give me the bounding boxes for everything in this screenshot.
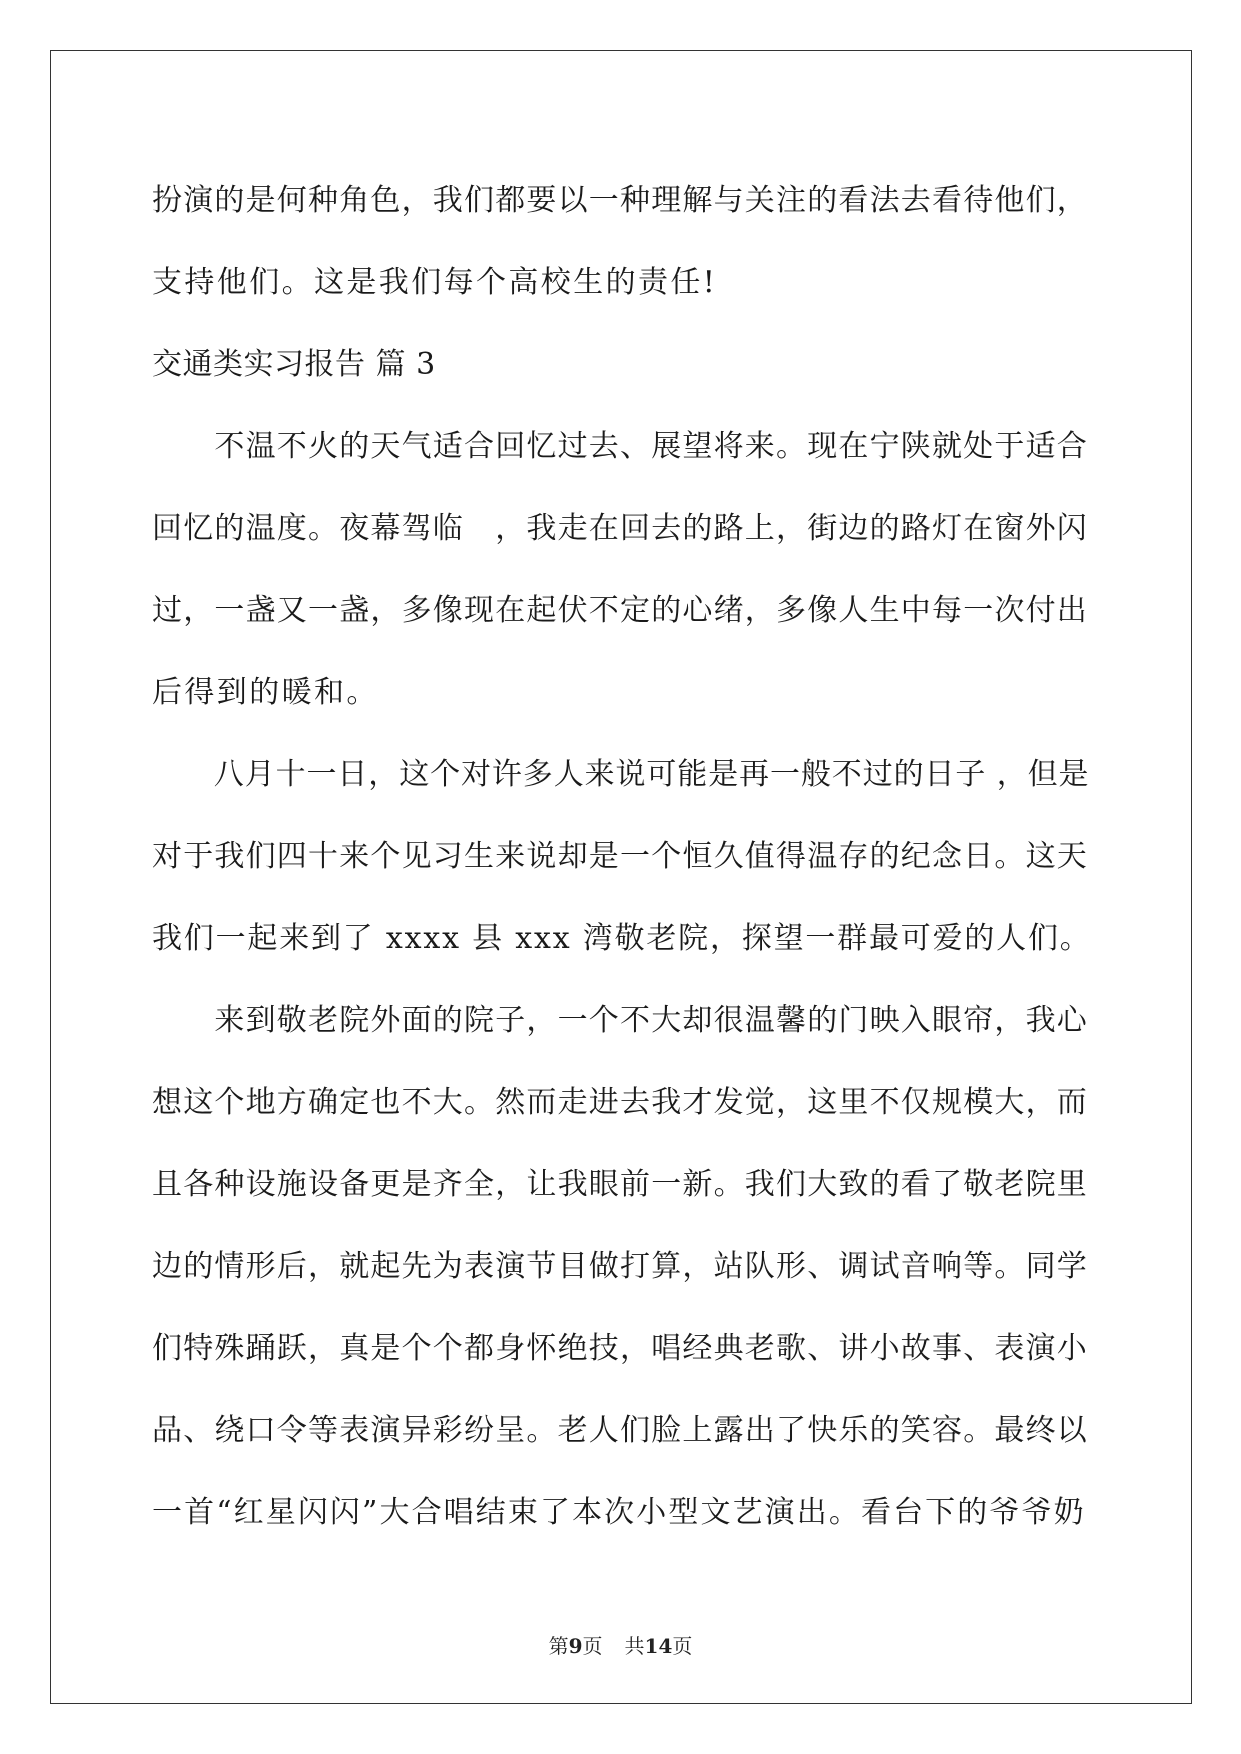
footer-prefix: 第 [548,1634,569,1658]
text-line: 扮演的是何种角色，我们都要以一种理解与关注的看法去看待他们， [152,183,1088,218]
text-line: 八月十一日，这个对许多人来说可能是再一般不过的日子 ，但是 [152,757,1090,792]
text-line: 过，一盏又一盏，多像现在起伏不定的心绪，多像人生中每一次付出 [152,593,1088,628]
text-line: 边的情形后，就起先为表演节目做打算，站队形、调试音响等。同学 [152,1249,1088,1284]
text-line: 回忆的温度。夜幕驾临 ，我走在回去的路上，街边的路灯在窗外闪 [152,511,1088,546]
total-pages-number: 14 [644,1634,673,1658]
text-line: 对于我们四十来个见习生来说却是一个恒久值得温存的纪念日。这天 [152,839,1088,874]
text-line: 且各种设施设备更是齐全，让我眼前一新。我们大致的看了敬老院里 [152,1167,1088,1202]
footer-total-prefix: 共 [624,1634,645,1658]
text-line: 品、绕口令等表演异彩纷呈。老人们脸上露出了快乐的笑容。最终以 [152,1413,1088,1448]
current-page-number: 9 [568,1634,583,1658]
footer-page-suffix: 页 [582,1634,603,1658]
text-line: 们特殊踊跃，真是个个都身怀绝技，唱经典老歌、讲小故事、表演小 [152,1331,1088,1366]
page-footer [0,1633,1241,1659]
text-line: 想这个地方确定也不大。然而走进去我才发觉，这里不仅规模大，而 [152,1085,1088,1120]
text-line: 我们一起来到了 xxxx 县 xxx 湾敬老院，探望一群最可爱的人们。 [152,921,1092,956]
text-line: 来到敬老院外面的院子，一个不大却很温馨的门映入眼帘，我心 [152,1003,1088,1038]
document-body [152,160,1092,1554]
text-line: 一首“红星闪闪”大合唱结束了本次小型文艺演出。看台下的爷爷奶 [152,1495,1086,1530]
section-heading: 交通类实习报告 篇 3 [152,347,436,382]
text-line: 后得到的暖和。 [152,675,379,710]
text-line: 支持他们。这是我们每个高校生的责任! [152,265,718,300]
footer-total-suffix: 页 [672,1634,693,1658]
text-line: 不温不火的天气适合回忆过去、展望将来。现在宁陕就处于适合 [152,429,1088,464]
